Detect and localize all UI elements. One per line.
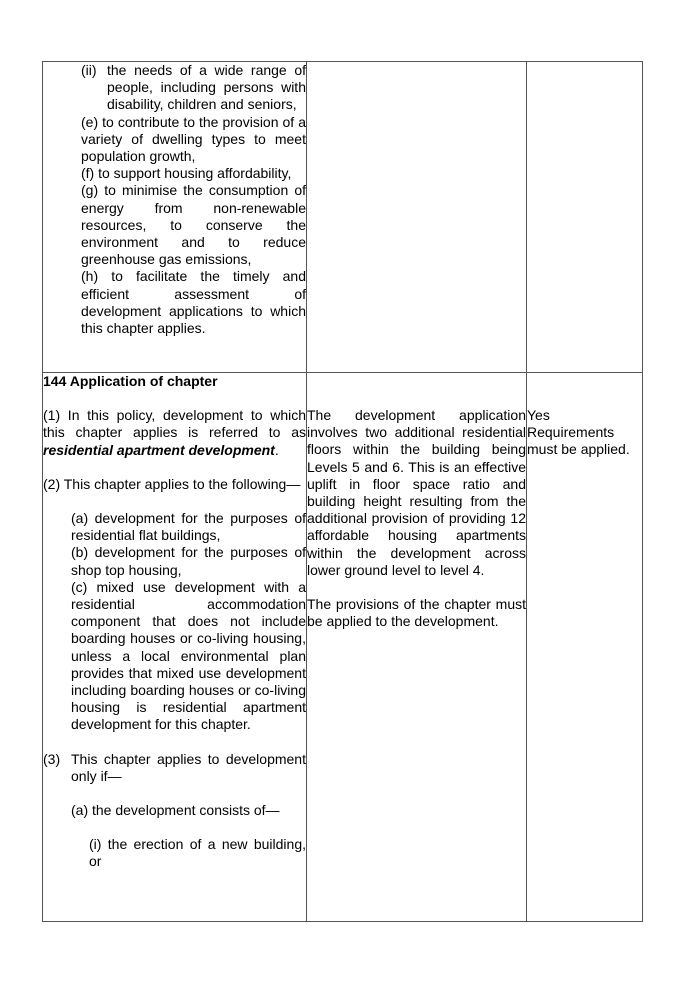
clause-3a-i: (i) the erection of a new building, or (89, 836, 306, 870)
clause-2b: (b) development for the purposes of shop top housing, (71, 544, 306, 578)
compliance-cell (527, 62, 643, 373)
comment-cell (307, 62, 527, 373)
compliance-note: Requirements must be applied. (527, 424, 630, 458)
clause-1-text: (1) In this policy, development to which this chapter applies is referred to as (43, 407, 306, 441)
subclause-ii (43, 62, 306, 114)
comment-cell (307, 373, 527, 922)
clause-2c: (c) mixed use development with a residential accommodation component that does not include boarding houses or co-living housing, unless a local environmental plan provides that mixed use development including boarding houses or co-living housing is residential apartment development for this chapter. (71, 578, 306, 733)
clause-3-number: (3) (43, 750, 61, 767)
compliance-cell (527, 373, 643, 922)
section-heading: 144 Application of chapter (43, 373, 218, 389)
clause-h: (h) to facilitate the timely and efficient assessment of development applications to which this chapter applies. (81, 268, 306, 337)
clause-3 (43, 751, 306, 785)
clause-cell (43, 373, 307, 922)
table-row (43, 62, 643, 373)
clause-e: (e) to contribute to the provision of a variety of dwelling types to meet population growth, (81, 113, 306, 165)
table-row (43, 373, 643, 922)
clause-3-text: This chapter applies to development only if— (71, 750, 306, 784)
clause-cell (43, 62, 307, 373)
clause-2a: (a) development for the purposes of residential flat buildings, (71, 510, 306, 544)
clause-1 (43, 407, 306, 459)
subclause-text: the needs of a wide range of people, including persons with disability, children and seniors, (107, 62, 306, 113)
clause-2: (2) This chapter applies to the following— (43, 475, 301, 492)
clause-1-end: . (274, 441, 279, 458)
compliance-status: Yes (527, 407, 550, 423)
compliance-table (42, 61, 643, 922)
comment-paragraph: The provisions of the chapter must be applied to the development. (307, 596, 526, 630)
defined-term: residential apartment development (43, 441, 275, 458)
clause-3a: (a) the development consists of— (71, 802, 280, 819)
clause-f: (f) to support housing affordability, (81, 165, 292, 182)
subclause-number: (ii) (81, 62, 97, 78)
clause-g: (g) to minimise the consumption of energy from non-renewable resources, to conserve the environment and to reduce greenhouse gas emissions, (81, 182, 306, 268)
comment-paragraph: The development application involves two additional residential floors within the building being Levels 5 and 6. This is an effective uplift in floor space ratio and building height resulting from the additional provision of providing 12 affordable housing apartments within the development across lower ground level to level 4. (307, 407, 526, 578)
